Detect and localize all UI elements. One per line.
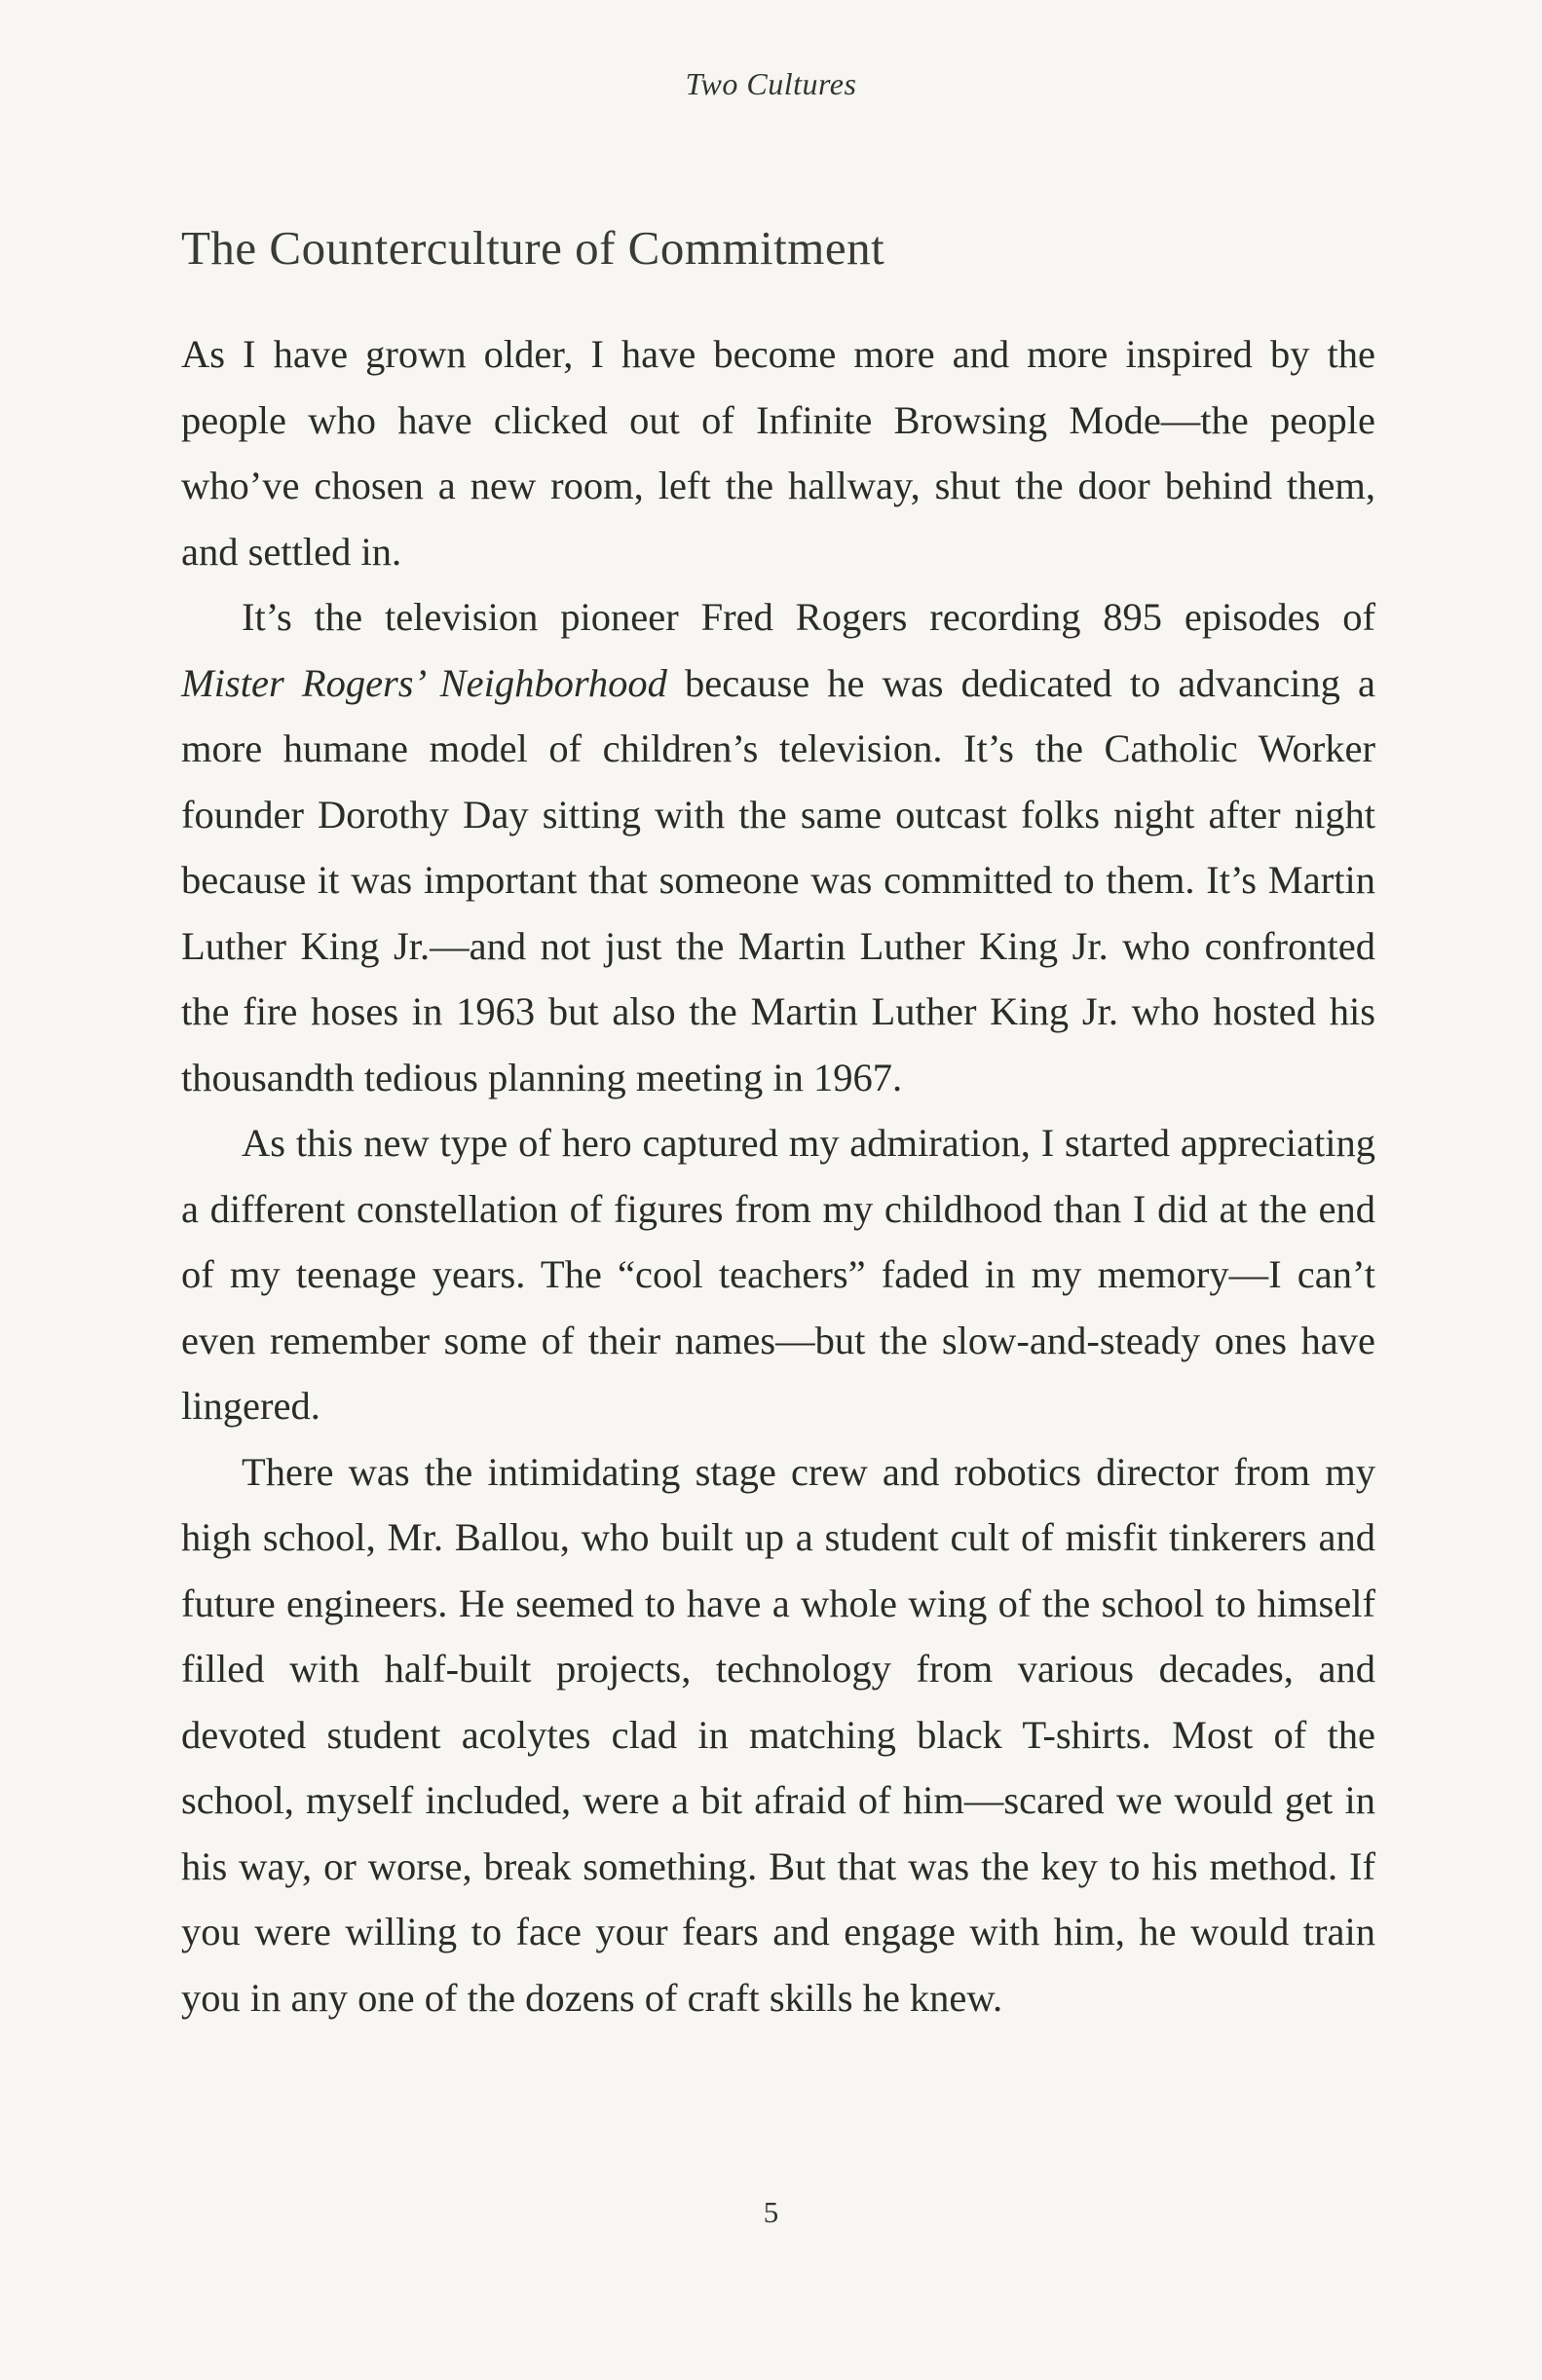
section-title: The Counterculture of Commitment — [181, 221, 885, 275]
page-number: 5 — [763, 2195, 779, 2229]
paragraph-4: There was the intimidating stage crew and robotics director from my high school, Mr. Ballou, who built up a student cult of misfit tinkerers and future engineers. He seemed to have a whole wing of the school to himself filled with half-built projects, technology from various decades, and devoted student acolytes clad in matching black T-shirts. Most of the school, myself included, were a bit afraid of him—scared we would get in his way, or worse, break something. But that was the key to his method. If you were willing to face your fears and engage with him, he would train you in any one of the dozens of craft skills he knew. — [181, 1449, 1375, 2020]
body-text — [181, 321, 1375, 2030]
running-head: Two Cultures — [685, 66, 857, 101]
paragraph-2-rest: because he was dedicated to advancing a more humane model of children’s television. It’s the Catholic Worker founder Dorothy Day sitting with the same outcast folks night after night because it was important that someone was committed to them. It’s Martin Luther King Jr.—and not just the Martin Luther King Jr. who confronted the fire hoses in 1963 but also the Martin Luther King Jr. who hosted his thousandth tedious planning meeting in 1967. — [181, 660, 1375, 1099]
paragraph-2 — [181, 584, 1375, 1110]
paragraph-3: As this new type of hero captured my admiration, I started appreciating a different constellation of figures from my childhood than I did at the end of my teenage years. The “cool teachers” faded in my memory—I can’t even remember some of their names—but the slow-and-steady ones have lingered. — [181, 1121, 1375, 1428]
show-title: Mister Rogers’ Neighborhood — [181, 660, 667, 705]
paragraph-1: As I have grown older, I have become more and more inspired by the people who have clicked out of Infinite Browsing Mode—the people who’ve chosen a new room, left the hallway, shut the door behind them, and settled in. — [181, 332, 1375, 574]
paragraph-2-lead: It’s the television pioneer Fred Rogers recording 895 episodes of — [242, 595, 1375, 639]
